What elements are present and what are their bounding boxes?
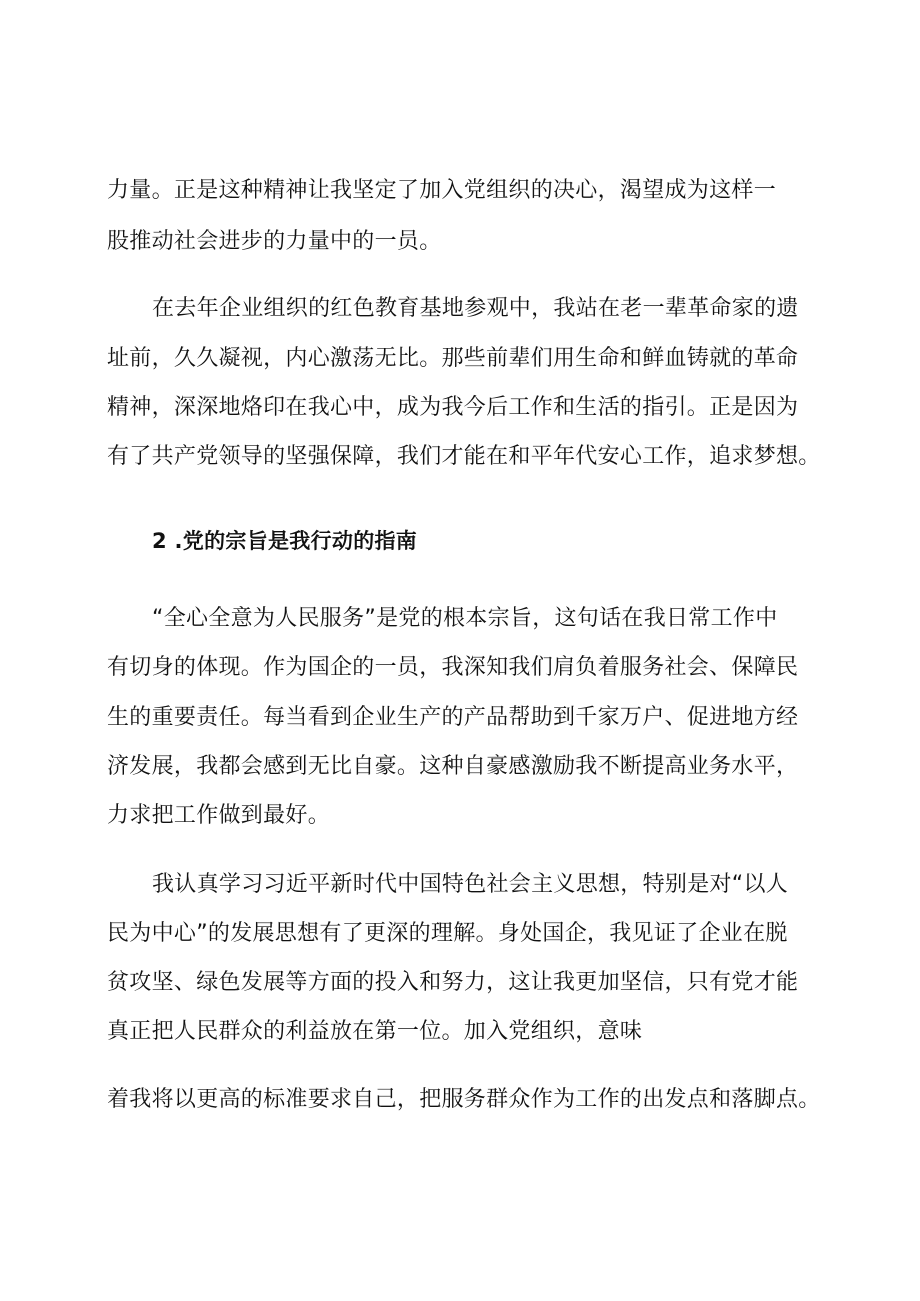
paragraph-2-line-4: 有了共产党领导的坚强保障，我们才能在和平年代安心工作，追求梦想。 <box>107 444 821 469</box>
paragraph-1-line-1: 力量。正是这种精神让我坚定了加入党组织的决心，渴望成为这样一 <box>107 178 777 203</box>
paragraph-2-line-2: 址前，久久凝视，内心激荡无比。那些前辈们用生命和鲜血铸就的革命 <box>107 346 799 371</box>
paragraph-3-line-3: 生的重要责任。每当看到企业生产的产品帮助到千家万户、促进地方经 <box>107 705 799 730</box>
section-heading: 2 .党的宗旨是我行动的指南 <box>152 529 418 553</box>
paragraph-4-line-1: 我认真学习习近平新时代中国特色社会主义思想，特别是对“以人 <box>152 872 789 897</box>
paragraph-4-line-4: 真正把人民群众的利益放在第一位。加入党组织，意味 <box>107 1019 643 1044</box>
paragraph-4-line-3: 贫攻坚、绿色发展等方面的投入和努力，这让我更加坚信，只有党才能 <box>107 970 799 995</box>
paragraph-3-line-1: “全心全意为人民服务”是党的根本宗旨，这句话在我日常工作中 <box>152 606 778 631</box>
paragraph-2-line-1: 在去年企业组织的红色教育基地参观中，我站在老一辈革命家的遗 <box>152 296 799 321</box>
paragraph-3-line-5: 力求把工作做到最好。 <box>107 803 331 828</box>
paragraph-5-line-1: 着我将以更高的标准要求自己，把服务群众作为工作的出发点和落脚点。 <box>107 1087 821 1112</box>
paragraph-4-line-2: 民为中心”的发展思想有了更深的理解。身处国企，我见证了企业在脱 <box>107 921 788 946</box>
paragraph-3-line-2: 有切身的体现。作为国企的一员，我深知我们肩负着服务社会、保障民 <box>107 655 799 680</box>
paragraph-1-line-2: 股推动社会进步的力量中的一员。 <box>107 229 442 254</box>
paragraph-3-line-4: 济发展，我都会感到无比自豪。这种自豪感激励我不断提高业务水平， <box>107 754 799 779</box>
paragraph-2-line-3: 精神，深深地烙印在我心中，成为我今后工作和生活的指引。正是因为 <box>107 395 799 420</box>
